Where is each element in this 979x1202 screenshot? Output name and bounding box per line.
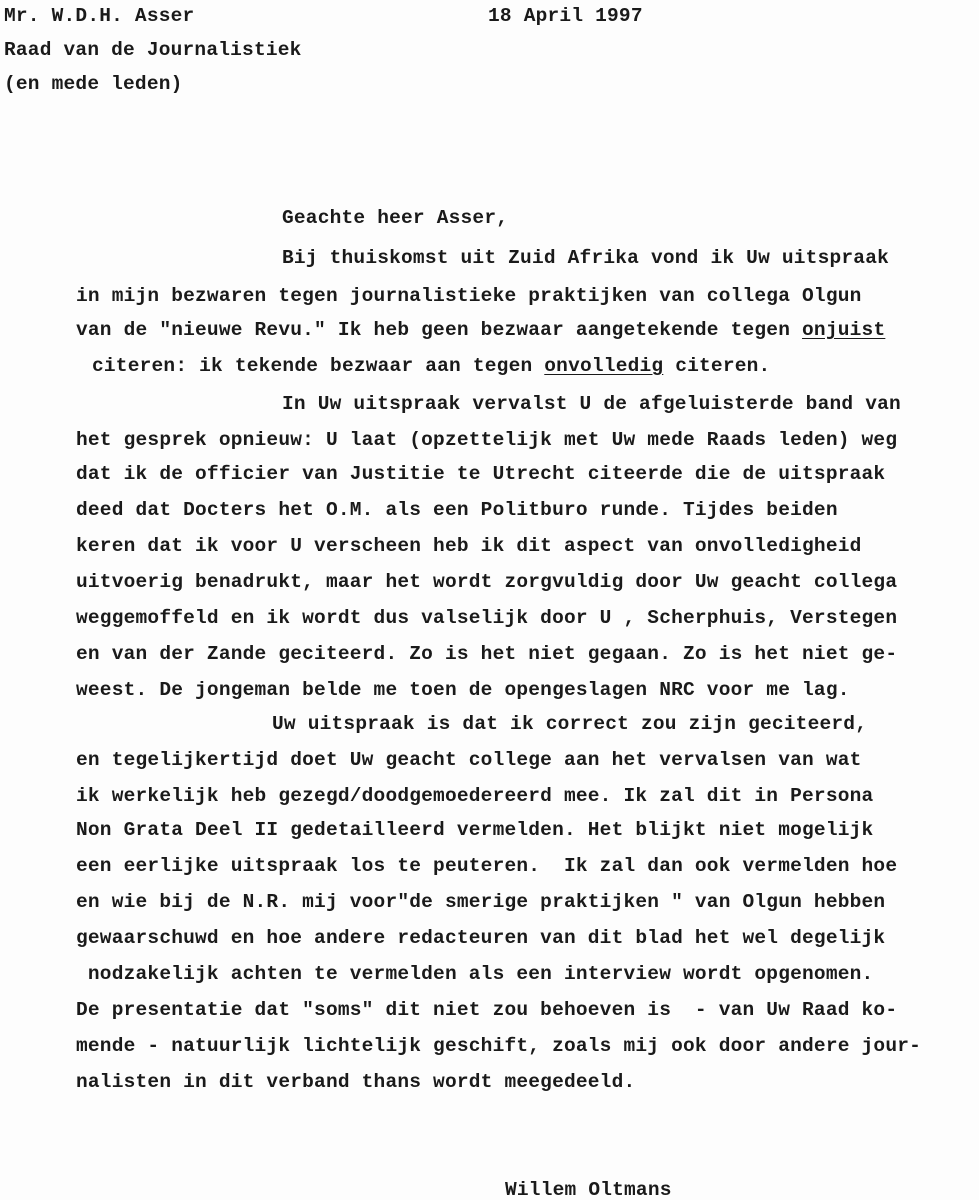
underlined-word: onvolledig — [544, 355, 664, 377]
body-line: nalisten in dit verband thans wordt meegedeeld. — [76, 1071, 636, 1093]
underlined-word: onjuist — [802, 319, 886, 341]
body-line: een eerlijke uitspraak los te peuteren. Ik zal dan ook vermelden hoe — [76, 855, 898, 877]
body-line: in mijn bezwaren tegen journalistieke praktijken van collega Olgun — [76, 285, 862, 307]
body-line: Non Grata Deel II gedetailleerd vermelden. Het blijkt niet mogelijk — [76, 819, 874, 841]
body-line: ik werkelijk heb gezegd/doodgemoedereerd mee. Ik zal dit in Persona — [76, 785, 874, 807]
body-line: gewaarschuwd en hoe andere redacteuren van dit blad het wel degelijk — [76, 927, 886, 949]
body-line: De presentatie dat "soms" dit niet zou behoeven is - van Uw Raad ko- — [76, 999, 898, 1021]
body-line: het gesprek opnieuw: U laat (opzettelijk met Uw mede Raads leden) weg — [76, 429, 898, 451]
recipient-cc: (en mede leden) — [4, 73, 183, 95]
recipient-name: Mr. W.D.H. Asser — [4, 5, 195, 27]
body-line: dat ik de officier van Justitie te Utrecht citeerde die de uitspraak — [76, 463, 886, 485]
body-line: weest. De jongeman belde me toen de opengeslagen NRC voor me lag. — [76, 679, 850, 701]
body-line-text: citeren: ik tekende bezwaar aan tegen — [92, 355, 545, 377]
body-line: weggemoffeld en ik wordt dus valselijk door U , Scherphuis, Verstegen — [76, 607, 898, 629]
signature-name: Willem Oltmans — [505, 1179, 672, 1201]
body-line: nodzakelijk achten te vermelden als een interview wordt opgenomen. — [76, 963, 874, 985]
body-line: keren dat ik voor U verscheen heb ik dit aspect van onvolledigheid — [76, 535, 862, 557]
body-line — [76, 318, 885, 342]
body-line-text: van de "nieuwe Revu." Ik heb geen bezwaar aangetekende tegen — [76, 319, 803, 341]
recipient-organization: Raad van de Journalistiek — [4, 39, 302, 61]
body-line: In Uw uitspraak vervalst U de afgeluisterde band van — [282, 393, 901, 415]
body-line-text: citeren. — [663, 355, 771, 377]
body-line: deed dat Docters het O.M. als een Politburo runde. Tijdes beiden — [76, 499, 838, 521]
body-line: en tegelijkertijd doet Uw geacht college aan het vervalsen van wat — [76, 749, 862, 771]
body-line: Bij thuiskomst uit Zuid Afrika vond ik Uw uitspraak — [282, 247, 889, 269]
letter-date: 18 April 1997 — [488, 5, 643, 27]
body-line: en van der Zande geciteerd. Zo is het niet gegaan. Zo is het niet ge- — [76, 643, 898, 665]
body-line: mende - natuurlijk lichtelijk geschift, zoals mij ook door andere jour- — [76, 1035, 922, 1057]
body-line — [92, 354, 770, 378]
salutation: Geachte heer Asser, — [282, 207, 509, 229]
body-line: en wie bij de N.R. mij voor"de smerige praktijken " van Olgun hebben — [76, 891, 886, 913]
body-line: uitvoerig benadrukt, maar het wordt zorgvuldig door Uw geacht collega — [76, 571, 898, 593]
body-line: Uw uitspraak is dat ik correct zou zijn geciteerd, — [272, 713, 868, 735]
